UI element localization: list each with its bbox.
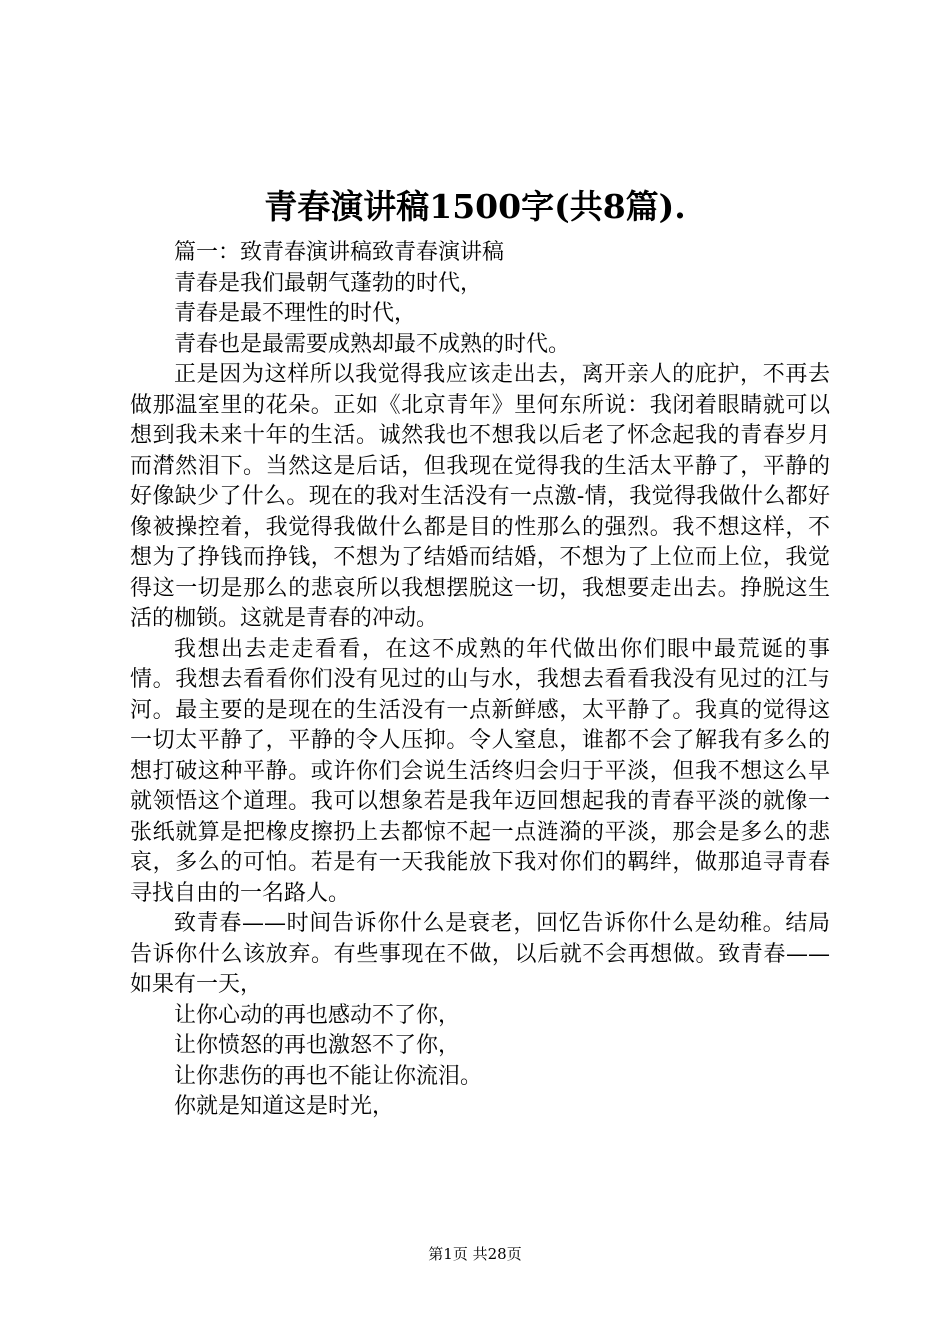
paragraph: 让你愤怒的再也激怒不了你， xyxy=(174,1033,461,1058)
paragraph: 让你悲伤的再也不能让你流泪。 xyxy=(174,1063,483,1089)
paragraph: 你就是知道这是时光， xyxy=(174,1094,395,1119)
document-body xyxy=(130,238,830,1123)
paragraph: 我想出去走走看看，在这不成熟的年代做出你们眼中最荒诞的事情。我想去看看你们没有见过的山与水，我想去看看我没有见过的江与河。最主要的是现在的生活没有一点新鲜感，太平静了。我真的觉得这一切太平静了，平静的令人压抑。令人窒息，谁都不会了解我有多么的想打破这种平静。或许你们会说生活终归会归于平淡，但我不想这么早就领悟这个道理。我可以想象若是我年迈回想起我的青春平淡的就像一张纸就算是把橡皮擦扔上去都惊不起一点涟漪的平淡，那会是多么的悲哀，多么的可怕。若是有一天我能放下我对你们的羁绊，做那追寻青春寻找自由的一名路人。 xyxy=(130,636,830,906)
paragraph: 篇一：致青春演讲稿致青春演讲稿 xyxy=(174,240,505,265)
paragraph: 青春是最不理性的时代， xyxy=(174,301,417,326)
page-number-footer: 第1页 共28页 xyxy=(428,1245,522,1263)
paragraph: 让你心动的再也感动不了你， xyxy=(174,1002,461,1028)
paragraph: 青春也是最需要成熟却最不成熟的时代。 xyxy=(174,331,571,357)
paragraph: 青春是我们最朝气蓬勃的时代， xyxy=(174,270,483,296)
paragraph: 致青春——时间告诉你什么是衰老，回忆告诉你什么是幼稚。结局告诉你什么该放弃。有些事现在不做，以后就不会再想做。致青春——如果有一天， xyxy=(130,911,830,997)
document-title: 青春演讲稿1500字(共8篇). xyxy=(264,187,686,226)
paragraph: 正是因为这样所以我觉得我应该走出去，离开亲人的庇护，不再去做那温室里的花朵。正如《北京青年》里何东所说：我闭着眼睛就可以想到我未来十年的生活。诚然我也不想我以后老了怀念起我的青春岁月而潸然泪下。当然这是后话，但我现在觉得我的生活太平静了，平静的好像缺少了什么。现在的我对生活没有一点激-情，我觉得我做什么都好像被操控着，我觉得我做什么都是目的性那么的强烈。我不想这样，不想为了挣钱而挣钱，不想为了结婚而结婚，不想为了上位而上位，我觉得这一切是那么的悲哀所以我想摆脱这一切，我想要走出去。挣脱这生活的枷锁。这就是青春的冲动。 xyxy=(130,362,830,631)
